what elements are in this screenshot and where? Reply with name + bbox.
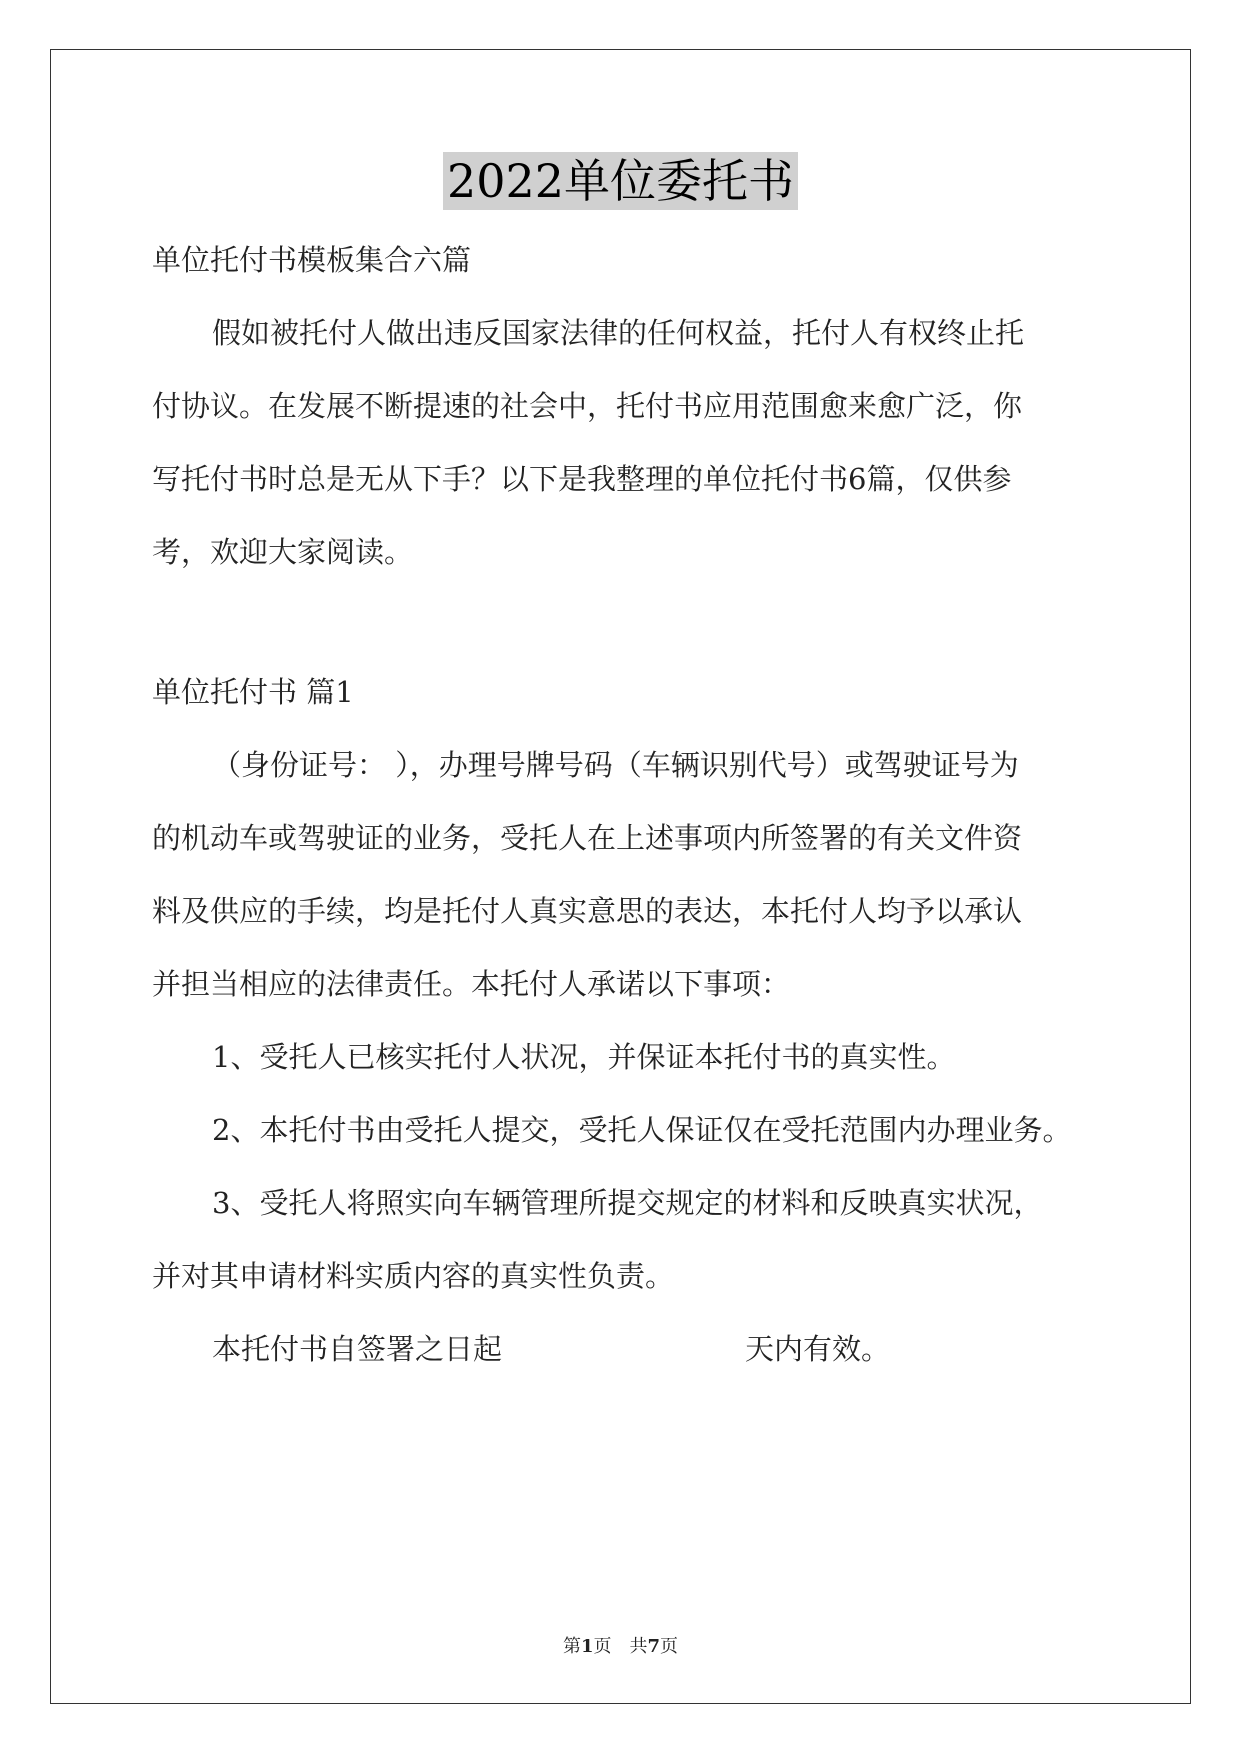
page-frame (50, 49, 1191, 1704)
footer-page-current: 1 (580, 1636, 594, 1657)
body-line: 3、受托人将照实向车辆管理所提交规定的材料和反映真实状况， (212, 1186, 1043, 1220)
intro-line: 付协议。在发展不断提速的社会中，托付书应用范围愈来愈广泛，你 (152, 389, 1023, 423)
footer-page-mid: 页 共 (593, 1636, 648, 1657)
body-line: 并对其申请材料实质内容的真实性负责。 (152, 1259, 675, 1293)
intro-line: 考，欢迎大家阅读。 (152, 535, 414, 569)
document-title (0, 148, 1241, 214)
footer-page-total: 7 (647, 1636, 661, 1657)
document-title-text: 2022单位委托书 (443, 152, 798, 210)
footer-page-prefix: 第 (562, 1636, 581, 1657)
intro-line: 写托付书时总是无从下手？以下是我整理的单位托付书6篇，仅供参 (152, 462, 1012, 496)
footer-page-suffix: 页 (660, 1636, 679, 1657)
validity-end: 天内有效。 (745, 1332, 891, 1366)
body-line: 料及供应的手续，均是托付人真实意思的表达，本托付人均予以承认 (152, 894, 1023, 928)
page-footer (0, 1632, 1241, 1658)
body-line: （身份证号： ），办理号牌号码（车辆识别代号）或驾驶证号为 (212, 748, 1019, 782)
body-line: 2、本托付书由受托人提交，受托人保证仅在受托范围内办理业务。 (212, 1113, 1072, 1147)
section-heading: 单位托付书 篇1 (152, 675, 354, 709)
document-subtitle: 单位托付书模板集合六篇 (152, 243, 472, 277)
body-line: 1、受托人已核实托付人状况，并保证本托付书的真实性。 (212, 1040, 956, 1074)
body-line: 的机动车或驾驶证的业务，受托人在上述事项内所签署的有关文件资 (152, 821, 1023, 855)
validity-start: 本托付书自签署之日起 (212, 1332, 503, 1366)
body-line: 并担当相应的法律责任。本托付人承诺以下事项： (152, 967, 791, 1001)
intro-line: 假如被托付人做出违反国家法律的任何权益，托付人有权终止托 (212, 316, 1025, 350)
